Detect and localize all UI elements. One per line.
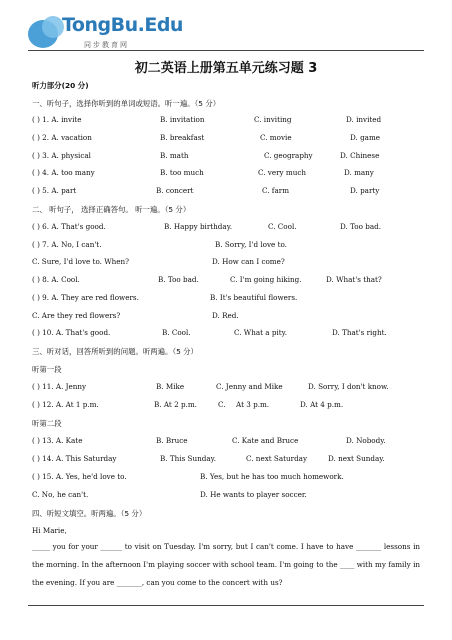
q10-c: C. What a pity. [234, 328, 288, 337]
q4-d: D. many [344, 168, 374, 177]
q13-d: D. Nobody. [346, 436, 386, 445]
dialogue-1-label: 听第一段 [32, 365, 62, 374]
q10-b: B. Cool. [162, 328, 191, 337]
logo-brand: TongBu.Edu [62, 14, 183, 36]
q3-c: C. geography [264, 151, 313, 160]
q8-b: B. Too bad. [158, 275, 199, 284]
part-heading: 听力部分(20 分) [32, 81, 89, 90]
q7-b: B. Sorry, I'd love to. [215, 240, 287, 249]
letter-greeting: Hi Marie, [32, 526, 67, 535]
q6-a: ( ) 6. A. That's good. [32, 222, 106, 231]
dialogue-2-label: 听第二段 [32, 419, 62, 428]
q12-d: D. At 4 p.m. [300, 400, 344, 409]
q14-a: ( ) 14. A. This Saturday [32, 454, 117, 463]
q13-b: B. Bruce [156, 436, 188, 445]
q5-d: D. party [350, 186, 380, 195]
q4-a: ( ) 4. A. too many [32, 168, 95, 177]
q5-c: C. farm [262, 186, 290, 195]
q9-c: C. Are they red flowers? [32, 311, 121, 320]
q14-c: C. next Saturday [246, 454, 308, 463]
q10-a: ( ) 10. A. That's good. [32, 328, 111, 337]
q9-b: B. It's beautiful flowers. [210, 293, 298, 302]
q2-a: ( ) 2. A. vacation [32, 133, 92, 142]
q3-d: D. Chinese [340, 151, 380, 160]
q15-c: C. No, he can't. [32, 490, 89, 499]
q4-c: C. very much [258, 168, 307, 177]
q13-c: C. Kate and Bruce [232, 436, 299, 445]
tongbu-logo [28, 14, 183, 54]
q4-b: B. too much [160, 168, 204, 177]
q9-a: ( ) 9. A. They are red flowers. [32, 293, 139, 302]
q8-d: D. What's that? [326, 275, 382, 284]
q3-b: B. math [160, 151, 189, 160]
q13-a: ( ) 13. A. Kate [32, 436, 83, 445]
q3-a: ( ) 3. A. physical [32, 151, 91, 160]
q1-d: D. invited [346, 115, 382, 124]
q14-d: D. next Sunday. [328, 454, 385, 463]
page-title: 初二英语上册第五单元练习题 3 [134, 61, 318, 76]
q10-d: D. That's right. [332, 328, 387, 337]
q12-a: ( ) 12. A. At 1 p.m. [32, 400, 99, 409]
q12-b: B. At 2 p.m. [154, 400, 197, 409]
section-1-heading: 一、听句子，选择你听到的单词或短语。听一遍。（5 分） [32, 99, 221, 108]
q15-d: D. He wants to player soccer. [200, 490, 307, 499]
q8-a: ( ) 8. A. Cool. [32, 275, 80, 284]
q1-b: B. invitation [160, 115, 205, 124]
section-4-heading: 四、听短文填空。听两遍。（5 分） [32, 509, 147, 518]
cloze-passage: _____ you for your ______ to visit on Tuesday. I'm sorry, but I can't come. I have to have _______ lessons in the morning. In the afternoon I'm playing soccer with school team. I'm going to the ____ with my family in the evening. If you are _______, can you come to the concert with us? [32, 542, 420, 587]
q6-d: D. Too bad. [340, 222, 382, 231]
q2-d: D. game [350, 133, 381, 142]
q15-b: B. Yes, but he has too much homework. [200, 472, 344, 481]
footer-divider [28, 605, 424, 606]
q6-c: C. Cool. [268, 222, 297, 231]
q9-d: D. Red. [212, 311, 239, 320]
q14-b: B. This Sunday. [160, 454, 217, 463]
q1-a: ( ) 1. A. invite [32, 115, 82, 124]
q2-b: B. breakfast [160, 133, 205, 142]
logo-mark-icon-secondary [42, 16, 64, 38]
q7-c: C. Sure, I'd love to. When? [32, 257, 129, 266]
q8-c: C. I'm going hiking. [230, 275, 302, 284]
q12-c: At 3 p.m. [236, 400, 270, 409]
q5-b: B. concert [156, 186, 194, 195]
q7-a: ( ) 7. A. No, I can't. [32, 240, 102, 249]
q7-d: D. How can I come? [212, 257, 285, 266]
q1-c: C. inviting [254, 115, 292, 124]
header-divider [28, 50, 424, 51]
q11-c: C. Jenny and Mike [216, 382, 283, 391]
q6-b: B. Happy birthday. [164, 222, 233, 231]
section-2-heading: 二、 听句子， 选择正确答句。 听一遍。（5 分） [32, 205, 191, 214]
q11-d: D. Sorry, I don't know. [308, 382, 389, 391]
q15-a: ( ) 15. A. Yes, he'd love to. [32, 472, 127, 481]
q11-b: B. Mike [156, 382, 185, 391]
q11-a: ( ) 11. A. Jenny [32, 382, 87, 391]
q12-c-label: C. [218, 400, 226, 409]
logo-subtitle: 同步教育网 [84, 41, 129, 49]
section-3-heading: 三、听对话，回答所听到的问题。听两遍。（5 分） [32, 347, 198, 356]
q2-c: C. movie [260, 133, 292, 142]
q5-a: ( ) 5. A. part [32, 186, 77, 195]
